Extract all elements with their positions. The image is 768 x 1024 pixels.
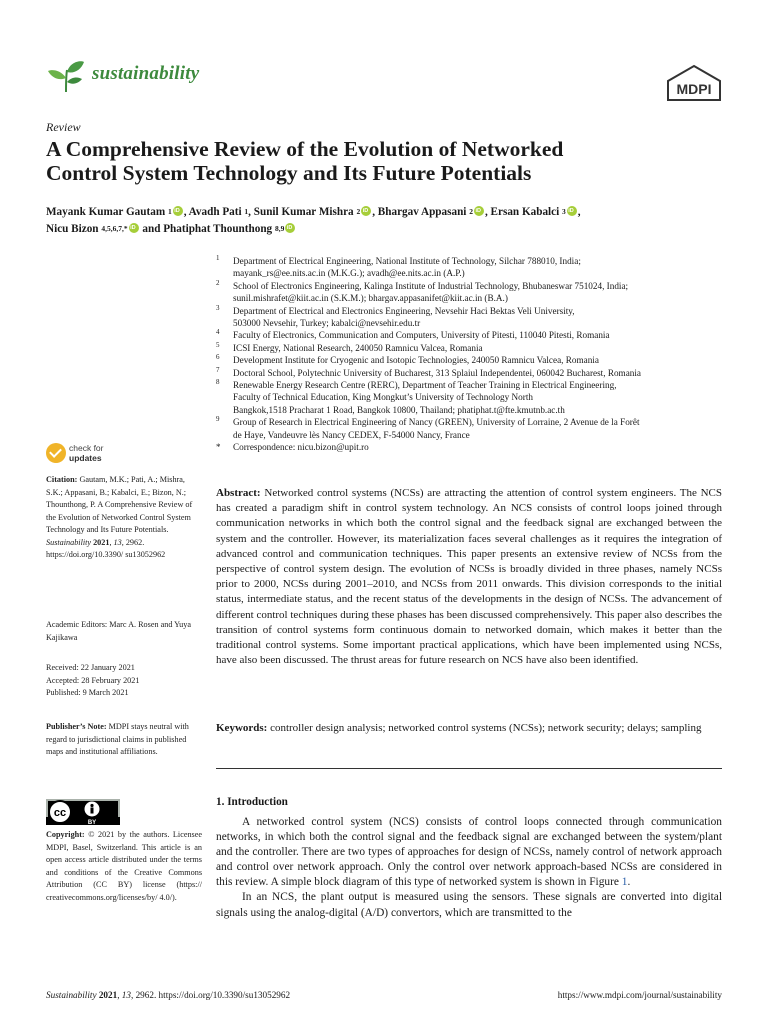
affiliation-line: School of Electronics Engineering, Kalinga Institute of Industrial Technology, Bhubaneswar 751024, India;	[233, 280, 629, 291]
copyright-text: © 2021 by the authors. Licensee MDPI, Basel, Switzerland. This article is an open access article distributed under the terms and conditions of the Creative Commons Attribution (CC BY) license (https:// creativecommons.org/licenses/by/ 4.0/).	[46, 830, 203, 902]
abstract-label: Abstract:	[216, 487, 261, 499]
affiliation-item	[216, 255, 736, 280]
affiliation-number: 6	[216, 353, 220, 362]
affiliation-line: Renewable Energy Research Centre (RERC), Department of Teacher Training in Electrical Engineering,	[233, 380, 617, 391]
author-separator: and	[139, 223, 164, 235]
affiliation-item	[216, 305, 736, 330]
affiliation-number: 9	[216, 415, 220, 424]
affiliation-line: Doctoral School, Polytechnic University of Bucharest, 313 Splaiul Independentei, 060042 Bucharest, Romania	[233, 367, 641, 378]
copyright-label: Copyright:	[46, 830, 85, 839]
author-line	[46, 204, 736, 221]
checkmark-icon	[46, 443, 66, 463]
affiliation-item	[216, 280, 736, 305]
affiliation-list	[216, 255, 736, 454]
affiliation-item	[216, 367, 736, 379]
citation-volume: 13	[113, 537, 122, 547]
check-updates-line1: check for	[69, 443, 104, 453]
affiliation-number: 7	[216, 365, 220, 374]
orcid-icon[interactable]	[361, 206, 371, 216]
affiliation-line: ICSI Energy, National Research, 240050 Ramnicu Valcea, Romania	[233, 342, 483, 353]
footer-doi-link[interactable]: , 2962. https://doi.org/10.3390/su13052962	[130, 990, 291, 1000]
author-affiliation-marker: 2	[469, 207, 473, 216]
keywords-label: Keywords:	[216, 722, 268, 734]
affiliation-number: 5	[216, 340, 220, 349]
affiliation-number: 8	[216, 378, 220, 387]
keywords	[216, 721, 722, 736]
section-divider	[216, 768, 722, 769]
affiliation-line: Development Institute for Cryogenic and Isotopic Technologies, 240050 Ramnicu Valcea, Romania	[233, 355, 599, 366]
abstract	[216, 486, 722, 668]
affiliation-number: 1	[216, 254, 220, 262]
date-accepted: Accepted: 28 February 2021	[46, 675, 140, 685]
check-for-updates-button[interactable]	[46, 441, 136, 469]
affiliation-line: sunil.mishrafet@kiit.ac.in (S.K.M.); bhargav.appasanifet@kiit.ac.in (B.A.)	[233, 293, 508, 304]
check-updates-line2: updates	[69, 452, 102, 463]
by-text: BY	[87, 820, 97, 825]
author-affiliation-marker: 3	[562, 207, 566, 216]
affiliation-item	[216, 441, 736, 453]
citation-year: 2021	[93, 537, 110, 547]
citation-journal: Sustainability	[46, 537, 92, 547]
author-affiliation-marker: 8,9	[274, 224, 285, 233]
keywords-text: controller design analysis; networked control systems (NCSs); network security; delays; sampling	[270, 722, 702, 734]
affiliation-item	[216, 379, 736, 416]
abstract-text: Networked control systems (NCSs) are attracting the attention of control system engineers. The NCS has created a paradigm shift in control system technology. An NCS consists of control loops joined through communication networks in which both the control signal and the feedback signal are exchanged between the system and the controller. However, its materialization faces several challenges as it requires the integration of advanced control and communication techniques. This paper presents an extensive review of NCSs from the perspective of control system design. The evolution of NCSs is broadly divided in three phases, namely NCSs prior to 2000, NCSs during 2001–2010, and NCSs from 2011 onwards. This division corresponds to the initial status, intermediate status, and the recent status of the developments in the design of NCSs. The advancement of different control techniques during these phases has been discussed comprehensively. This paper also describes the transition of control systems form continuous domain to networked domain, which makes it better than the traditional control systems. Some important practical applications, which have been implemented using NCSs, have also been discussed. The thrust areas for future research on NCS have also been identified.	[216, 487, 723, 667]
author-line	[46, 221, 736, 238]
cc-text: cc	[53, 807, 67, 819]
author-name: Ersan Kabalci	[490, 206, 563, 218]
author-name: Mayank Kumar Gautam	[46, 206, 168, 218]
affiliation-line: Department of Electrical and Electronics Engineering, Nevsehir Haci Bektas Veli University,	[233, 305, 575, 316]
affiliation-line: Faculty of Electronics, Communication and Computers, University of Pitesti, 110040 Pitesti, Romania	[233, 330, 610, 341]
paragraph: In an NCS, the plant output is measured using the sensors. These signals are converted into digital signals using the analog-digital (A/D) convertors, which are transmitted to the	[216, 891, 722, 919]
footer-citation: Sustainability 2021, 13, 2962. https://doi.org/10.3390/su13052962	[46, 990, 291, 1000]
publisher-note-text: MDPI stays neutral with regard to jurisdictional claims in published maps and institutional affiliations.	[46, 722, 189, 756]
orcid-icon[interactable]	[129, 223, 139, 233]
title-line: Control System Technology and Its Future Potentials	[46, 161, 532, 185]
copyright-block	[46, 829, 202, 904]
publisher-name: MDPI	[676, 81, 712, 97]
author-name: Bhargav Appasani	[377, 206, 470, 218]
author-separator: ,	[248, 206, 254, 218]
date-published: Published: 9 March 2021	[46, 688, 129, 697]
author-separator: ,	[577, 206, 581, 218]
publisher-note-label: Publisher’s Note:	[46, 722, 107, 731]
figure-reference-link[interactable]: 1	[621, 876, 628, 889]
author-separator: ,	[183, 206, 189, 218]
affiliation-item	[216, 354, 736, 366]
author-affiliation-marker: 1	[244, 207, 249, 216]
affiliation-line: Correspondence: nicu.bizon@upit.ro	[233, 442, 369, 453]
date-received: Received: 22 January 2021	[46, 663, 135, 672]
author-list	[46, 204, 736, 238]
affiliation-line: mayank_rs@ee.nits.ac.in (M.K.G.); avadh@ee.nits.ac.in (A.P.)	[233, 268, 465, 279]
affiliation-line: 503000 Nevsehir, Turkey; kabalci@nevsehir.edu.tr	[233, 318, 421, 329]
affiliation-line: Bangkok,1518 Pracharat 1 Road, Bangkok 10800, Thailand; phatiphat.t@fte.kmutnb.ac.th	[233, 404, 565, 415]
footer-journal-url[interactable]: https://www.mdpi.com/journal/sustainability	[557, 990, 722, 1000]
author-name: Avadh Pati	[188, 206, 245, 218]
citation-block: Citation: Gautam, M.K.; Pati, A.; Mishra, S.K.; Appasani, B.; Kabalci, E.; Bizon, N.; Thounthong, P. A Comprehensive Review of the Evolution of Networked Control System Technology and Its Future Potentials. Sustainability 2021, 13, 2962. https://doi.org/10.3390/ su13052962	[46, 475, 193, 559]
academic-editors: Academic Editors: Marc A. Rosen and Yuya Kajikawa	[46, 620, 191, 642]
orcid-icon[interactable]	[173, 206, 183, 216]
affiliation-line: de Haye, Vandeuvre lès Nancy CEDEX, F-54000 Nancy, France	[233, 429, 470, 440]
affiliation-number: 4	[216, 328, 220, 337]
article-type: Review	[46, 120, 81, 134]
affiliation-line: Group of Research in Electrical Engineering of Nancy (GREEN), University of Lorraine, 2 Avenue de la Forêt	[233, 417, 640, 428]
paragraph: A networked control system (NCS) consists of control loops connected through communication networks, in which both the control signal and the feedback signal are exchanged between the system/plant and the controller. There are two types of approaches for design of NCSs, namely control of network approach and control over network approach. Only the control over network approach-based NCSs are considered in this review. A simple block diagram of this type of networked system is shown in Figure 1.	[216, 816, 722, 889]
affiliation-number: 3	[216, 303, 220, 312]
footer-year: 2021	[98, 990, 118, 1000]
author-affiliation-marker: 4,5,6,7,*	[101, 224, 128, 233]
affiliation-number: 2	[216, 278, 220, 287]
author-separator: ,	[484, 206, 491, 218]
journal-name: sustainability	[92, 63, 200, 84]
mdpi-logo-icon	[664, 64, 724, 102]
affiliation-item	[216, 416, 736, 441]
orcid-icon[interactable]	[474, 206, 484, 216]
author-affiliation-marker: 1	[167, 207, 172, 216]
publication-dates	[46, 662, 202, 700]
article-title	[46, 137, 736, 185]
author-affiliation-marker: 2	[356, 207, 361, 216]
orcid-icon[interactable]	[567, 206, 577, 216]
section-heading-introduction: 1. Introduction	[216, 796, 288, 808]
citation-text: Gautam, M.K.; Pati, A.; Mishra, S.K.; Appasani, B.; Kabalci, E.; Bizon, N.; Thounthong, P. A Comprehensive Review of the Evolution of Networked Control System Technology and Its Future Potentials.	[46, 475, 193, 534]
publisher-note	[46, 721, 202, 759]
sustainability-leaf-icon	[46, 58, 86, 94]
author-name: Sunil Kumar Mishra	[253, 206, 357, 218]
orcid-icon[interactable]	[285, 223, 295, 233]
affiliation-line: Faculty of Technical Education, King Mongkut’s University of Technology North	[233, 392, 533, 403]
footer-volume: 13	[121, 990, 131, 1000]
introduction-body	[216, 815, 722, 921]
affiliation-line: Department of Electrical Engineering, National Institute of Technology, Silchar 788010, India;	[233, 256, 581, 266]
title-line: A Comprehensive Review of the Evolution of Networked	[46, 137, 564, 161]
author-name: Nicu Bizon	[46, 223, 102, 235]
affiliation-item	[216, 329, 736, 341]
citation-doi[interactable]: , 2962. https://doi.org/10.3390/ su13052962	[46, 537, 166, 559]
footer-journal: Sustainability	[46, 990, 97, 1000]
cc-by-license-icon[interactable]	[46, 799, 120, 825]
author-name: Phatiphat Thounthong	[163, 223, 275, 235]
citation-label: Citation:	[46, 475, 78, 484]
author-separator: ,	[372, 206, 378, 218]
affiliation-item	[216, 342, 736, 354]
affiliation-number: *	[216, 442, 221, 453]
